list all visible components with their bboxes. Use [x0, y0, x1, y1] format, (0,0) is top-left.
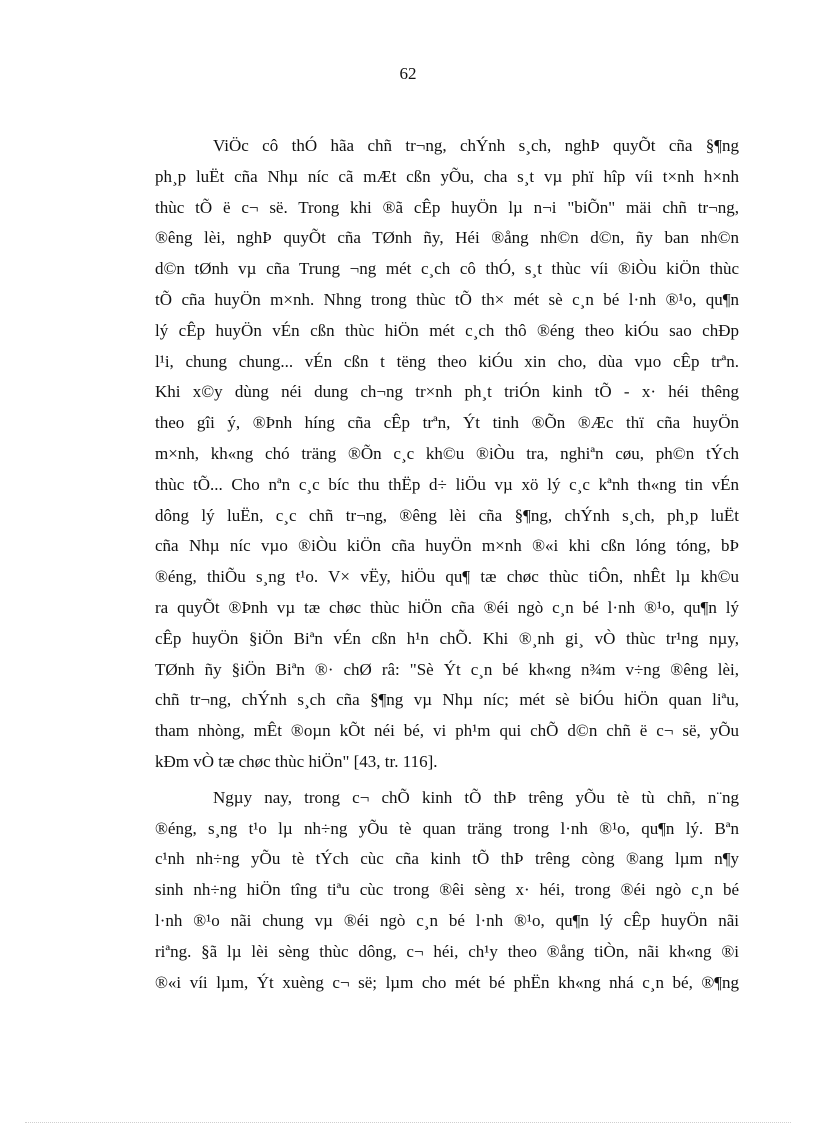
text-line: thùc tÕ ë c¬ së. Trong khi ®ã cÊp huyÖn lµ n¬i "biÕn" mäi chñ tr¬ng,	[155, 197, 739, 217]
text-line: theo gîi ý, ®Þnh híng cña cÊp trªn, Ýt tinh ®Õn ®Æc thï cña huyÖn	[155, 413, 739, 433]
text-line: Ngµy nay, trong c¬ chÕ kinh tÕ thÞ trêng yÕu tè tù chñ, n¨ng	[213, 787, 739, 807]
text-line: ®éng, thiÕu s¸ng t¹o. V× vËy, hiÖu qu¶ tæ chøc thùc tiÔn, nhÊt lµ kh©u	[155, 567, 739, 587]
text-line: ®éng, s¸ng t¹o lµ nh÷ng yÕu tè quan träng trong l·nh ®¹o, qu¶n lý. Bªn	[155, 818, 739, 838]
body-text	[155, 131, 739, 998]
text-line: kÐm vÒ tæ chøc thùc hiÖn" [43, tr. 116].	[155, 751, 438, 771]
text-line: cÊp huyÖn §iÖn Biªn vÉn cßn h¹n chÕ. Khi ®¸nh gi¸ vÒ thùc tr¹ng nµy,	[155, 628, 739, 648]
text-line: thùc tÕ... Cho nªn c¸c bíc thu thËp d÷ liÖu vµ xö lý c¸c kªnh th«ng tin vÉn	[155, 474, 739, 494]
paragraph-2	[155, 783, 739, 999]
text-line: ph¸p luËt cña Nhµ níc cã mÆt cßn yÕu, cha s¸t vµ phï hîp víi t×nh h×nh	[155, 166, 739, 186]
text-line: l¹i, chung chung... vÉn cßn t tëng theo kiÓu xin cho, dùa vµo cÊp trªn.	[155, 351, 739, 371]
paragraph-1	[155, 131, 739, 778]
text-line: l·nh ®¹o nãi chung vµ ®éi ngò c¸n bé l·nh ®¹o, qu¶n lý cÊp huyÖn nãi	[155, 910, 739, 930]
text-line: tham nhòng, mÊt ®oµn kÕt néi bé, vi ph¹m qui chÕ d©n chñ ë c¬ së, yÕu	[155, 721, 739, 741]
text-line: tÕ cña huyÖn m×nh. Nhng trong thùc tÕ th× mét sè c¸n bé l·nh ®¹o, qu¶n	[155, 289, 739, 309]
text-line: ®êng lèi, nghÞ quyÕt cña TØnh ñy, Héi ®ång nh©n d©n, ñy ban nh©n	[155, 228, 739, 248]
text-line: dông lý luËn, c¸c chñ tr¬ng, ®êng lèi cña §¶ng, chÝnh s¸ch, ph¸p luËt	[155, 505, 739, 525]
text-line: lý cÊp huyÖn vÉn cßn thùc hiÖn mét c¸ch thô ®éng theo kiÓu sao chÐp	[155, 320, 739, 340]
text-line: TØnh ñy §iÖn Biªn ®· chØ râ: "Sè Ýt c¸n bé kh«ng n¾m v÷ng ®êng lèi,	[155, 659, 739, 679]
text-line: ®«i víi lµm, Ýt xuèng c¬ së; lµm cho mét bé phËn kh«ng nhá c¸n bé, ®¶ng	[155, 972, 739, 992]
text-line: ra quyÕt ®Þnh vµ tæ chøc thùc hiÖn cña ®éi ngò c¸n bé l·nh ®¹o, qu¶n lý	[155, 597, 739, 617]
text-line: chñ tr¬ng, chÝnh s¸ch cña §¶ng vµ Nhµ níc; mét sè biÓu hiÖn quan liªu,	[155, 690, 739, 710]
text-line: c¹nh nh÷ng yÕu tè tÝch cùc cña kinh tÕ thÞ trêng còng ®ang lµm n¶y	[155, 849, 739, 869]
text-line: sinh nh÷ng hiÖn tîng tiªu cùc trong ®êi sèng x· héi, trong ®éi ngò c¸n bé	[155, 880, 739, 900]
text-line: cña Nhµ níc vµo ®iÒu kiÖn cña huyÖn m×nh ®«i khi cßn lóng tóng, bÞ	[155, 536, 739, 556]
text-line: ViÖc cô thÓ hãa chñ tr¬ng, chÝnh s¸ch, nghÞ quyÕt cña §¶ng	[213, 136, 739, 155]
text-line: Khi x©y dùng néi dung ch¬ng tr×nh ph¸t triÓn kinh tÕ - x· héi thêng	[155, 382, 739, 402]
text-line: m×nh, kh«ng chó träng ®Õn c¸c kh©u ®iÒu tra, nghiªn cøu, ph©n tÝch	[155, 443, 739, 463]
text-line: d©n tØnh vµ cña Trung ¬ng mét c¸ch cô thÓ, s¸t thùc víi ®iÒu kiÖn thùc	[155, 259, 739, 279]
page-number: 62	[399, 64, 417, 83]
text-line: riªng. §ã lµ lèi sèng thùc dông, c¬ héi, ch¹y theo ®ång tiÒn, nãi kh«ng ®i	[155, 941, 739, 961]
